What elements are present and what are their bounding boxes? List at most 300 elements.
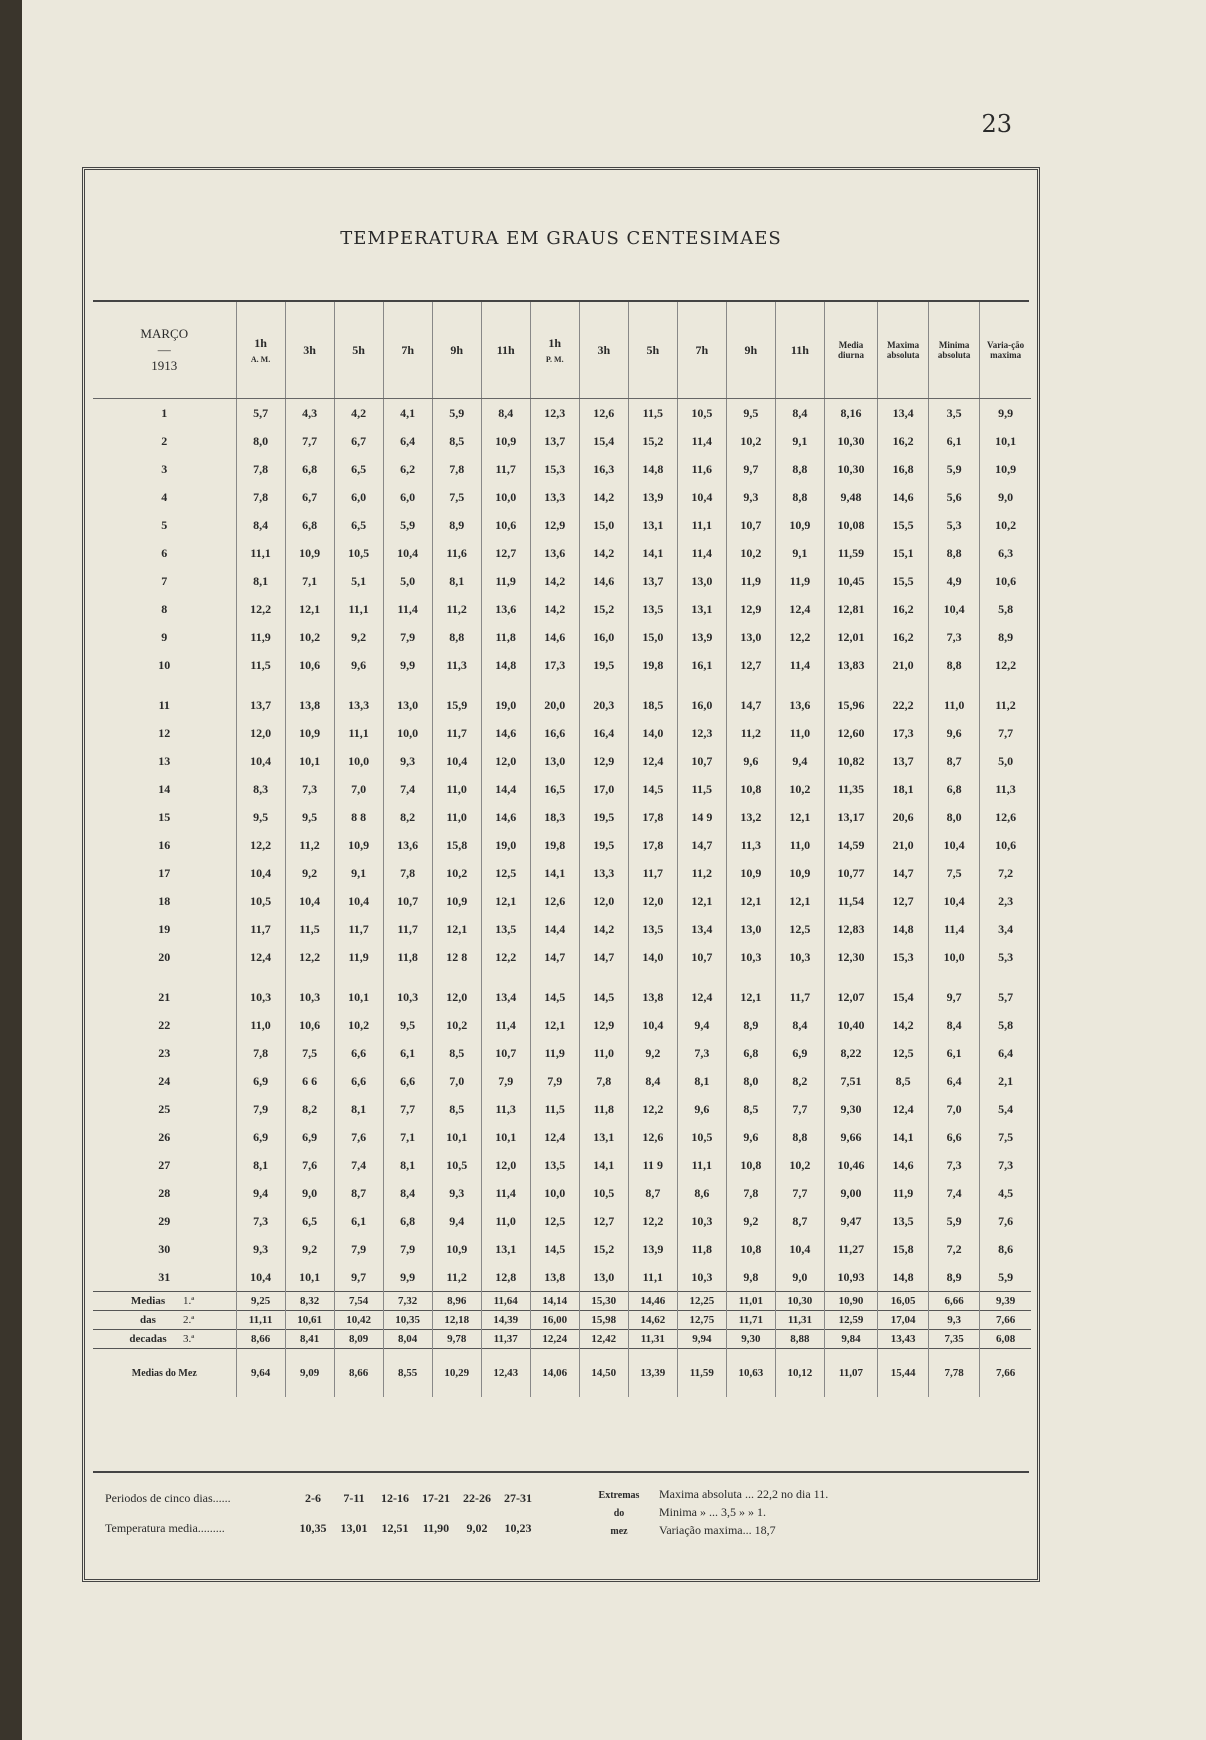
value-cell: 11,8	[677, 1235, 726, 1263]
value-cell: 11,1	[334, 595, 383, 623]
value-cell: 10,5	[677, 399, 726, 428]
value-cell: 8,7	[628, 1179, 677, 1207]
value-cell: 12,1	[775, 803, 824, 831]
value-cell: 10,4	[334, 887, 383, 915]
gap-cell	[383, 679, 432, 691]
value-cell: 9,4	[775, 747, 824, 775]
table-row	[93, 691, 1031, 719]
value-cell: 16,5	[530, 775, 579, 803]
value-cell: 14,4	[530, 915, 579, 943]
value-cell: 14,2	[530, 595, 579, 623]
value-cell: 9,9	[980, 399, 1031, 428]
value-cell: 7,4	[929, 1179, 980, 1207]
value-cell: 12,0	[236, 719, 285, 747]
value-cell: 14,8	[628, 455, 677, 483]
temp-cell: 10,23	[504, 1521, 532, 1535]
value-cell: 5,0	[383, 567, 432, 595]
value-cell: 8,1	[236, 567, 285, 595]
month-average-cell: 12,43	[481, 1349, 530, 1398]
value-cell: 9,6	[726, 747, 775, 775]
value-cell: 11,1	[334, 719, 383, 747]
day-cell: 5	[161, 517, 168, 532]
value-cell: 14,8	[481, 651, 530, 679]
gap-cell	[432, 679, 481, 691]
value-cell: 14,0	[628, 943, 677, 971]
decade-label-cell	[93, 1330, 236, 1349]
hour-header: 5h	[628, 302, 677, 399]
value-cell: 7,7	[775, 1179, 824, 1207]
value-cell: 7,6	[980, 1207, 1031, 1235]
table-row	[93, 483, 1031, 511]
value-cell: 9,00	[824, 1179, 877, 1207]
value-cell: 13,0	[530, 747, 579, 775]
value-cell: 8,4	[775, 1011, 824, 1039]
average-cell: 12,25	[677, 1292, 726, 1311]
value-cell: 13,8	[530, 1263, 579, 1292]
value-cell: 9,3	[726, 483, 775, 511]
value-cell: 12,3	[677, 719, 726, 747]
gap-cell	[824, 679, 877, 691]
value-cell: 14,8	[878, 1263, 929, 1292]
month-average-cell: 9,09	[285, 1349, 334, 1398]
decade-mark: 2.ª	[183, 1314, 195, 1326]
value-cell: 10,0	[481, 483, 530, 511]
value-cell: 13,9	[628, 483, 677, 511]
value-cell: 11,2	[980, 691, 1031, 719]
value-cell: 10,9	[775, 511, 824, 539]
value-cell: 13,7	[530, 427, 579, 455]
value-cell: 10,4	[285, 887, 334, 915]
value-cell: 9,7	[334, 1263, 383, 1292]
value-cell: 13,0	[579, 1263, 628, 1292]
value-cell: 15,0	[628, 623, 677, 651]
value-cell: 11,9	[878, 1179, 929, 1207]
value-cell: 14,5	[530, 1235, 579, 1263]
value-cell: 8,7	[929, 747, 980, 775]
average-cell: 11,31	[628, 1330, 677, 1349]
hour-header: 5h	[334, 302, 383, 399]
value-cell: 11,5	[236, 651, 285, 679]
average-cell: 14,39	[481, 1311, 530, 1330]
hour-header: 9h	[726, 302, 775, 399]
value-cell: 10,2	[775, 775, 824, 803]
value-cell: 10,4	[677, 483, 726, 511]
value-cell: 12,6	[628, 1123, 677, 1151]
value-cell: 12,2	[236, 595, 285, 623]
value-cell: 8,4	[775, 399, 824, 428]
value-cell: 11,4	[481, 1179, 530, 1207]
extremas-line: mez	[610, 1526, 628, 1537]
day-cell: 24	[158, 1073, 171, 1088]
value-cell: 11,4	[677, 427, 726, 455]
value-cell: 10,9	[980, 455, 1031, 483]
decade-gap	[93, 971, 1031, 983]
value-cell: 10,2	[726, 427, 775, 455]
value-cell: 5,9	[929, 1207, 980, 1235]
value-cell: 13,5	[530, 1151, 579, 1179]
periods-row	[105, 1491, 537, 1506]
value-cell: 10,4	[929, 831, 980, 859]
value-cell: 12,5	[878, 1039, 929, 1067]
value-cell: 12,4	[878, 1095, 929, 1123]
value-cell: 6,4	[929, 1067, 980, 1095]
value-cell: 2,3	[980, 887, 1031, 915]
average-cell: 6,08	[980, 1330, 1031, 1349]
hour-header: 11h	[775, 302, 824, 399]
value-cell: 13,0	[383, 691, 432, 719]
decade-gap	[93, 679, 1031, 691]
value-cell: 15,4	[878, 983, 929, 1011]
value-cell: 13,1	[481, 1235, 530, 1263]
value-cell: 11,0	[432, 803, 481, 831]
table-row	[93, 983, 1031, 1011]
value-cell: 12,4	[236, 943, 285, 971]
value-cell: 7,8	[432, 455, 481, 483]
value-cell: 12,1	[726, 983, 775, 1011]
value-cell: 11,4	[481, 1011, 530, 1039]
average-cell: 7,66	[980, 1311, 1031, 1330]
value-cell: 9,1	[775, 427, 824, 455]
value-cell: 13,6	[775, 691, 824, 719]
value-cell: 7,8	[236, 483, 285, 511]
gap-cell	[93, 971, 236, 983]
value-cell: 8,2	[775, 1067, 824, 1095]
table-row	[93, 511, 1031, 539]
day-cell: 22	[158, 1017, 171, 1032]
value-cell: 11 9	[628, 1151, 677, 1179]
value-cell: 10,08	[824, 511, 877, 539]
decade-label: decadas	[129, 1333, 167, 1345]
value-cell: 10,82	[824, 747, 877, 775]
month-label: MARÇO	[140, 326, 189, 341]
value-cell: 6,8	[929, 775, 980, 803]
value-cell: 14,6	[530, 623, 579, 651]
temp-cell: 13,01	[340, 1521, 368, 1535]
value-cell: 10,4	[929, 595, 980, 623]
value-cell: 13,83	[824, 651, 877, 679]
hour-label: 1h	[254, 336, 267, 350]
day-cell: 29	[158, 1213, 171, 1228]
value-cell: 8,8	[929, 651, 980, 679]
gap-cell	[775, 679, 824, 691]
value-cell: 10,46	[824, 1151, 877, 1179]
table-body	[93, 399, 1031, 1398]
average-cell: 11,31	[775, 1311, 824, 1330]
value-cell: 6,8	[383, 1207, 432, 1235]
average-cell: 10,61	[285, 1311, 334, 1330]
maxima-header: Maxima absoluta	[878, 302, 929, 399]
value-cell: 9,1	[334, 859, 383, 887]
value-cell: 12,7	[878, 887, 929, 915]
value-cell: 10,9	[285, 719, 334, 747]
value-cell: 6,5	[334, 455, 383, 483]
value-cell: 12,7	[481, 539, 530, 567]
value-cell: 9,48	[824, 483, 877, 511]
value-cell: 7,9	[383, 623, 432, 651]
value-cell: 10,5	[236, 887, 285, 915]
table-row	[93, 1039, 1031, 1067]
gap-cell	[677, 971, 726, 983]
value-cell: 14,59	[824, 831, 877, 859]
value-cell: 8,22	[824, 1039, 877, 1067]
value-cell: 4,9	[929, 567, 980, 595]
value-cell: 7,3	[285, 775, 334, 803]
value-cell: 8,2	[383, 803, 432, 831]
value-cell: 14,6	[878, 483, 929, 511]
value-cell: 9,5	[285, 803, 334, 831]
value-cell: 10,8	[726, 1151, 775, 1179]
value-cell: 14,5	[579, 983, 628, 1011]
table-row	[93, 623, 1031, 651]
value-cell: 12,0	[481, 747, 530, 775]
table-row	[93, 399, 1031, 428]
table-row	[93, 539, 1031, 567]
value-cell: 11,2	[285, 831, 334, 859]
value-cell: 7,0	[334, 775, 383, 803]
value-cell: 12,7	[579, 1207, 628, 1235]
value-cell: 13,6	[530, 539, 579, 567]
gap-cell	[929, 679, 980, 691]
value-cell: 5,8	[980, 1011, 1031, 1039]
value-cell: 10,4	[236, 1263, 285, 1292]
value-cell: 10,9	[432, 887, 481, 915]
value-cell: 8,8	[775, 455, 824, 483]
value-cell: 8,1	[383, 1151, 432, 1179]
value-cell: 6,8	[285, 455, 334, 483]
value-cell: 12,2	[481, 943, 530, 971]
value-cell: 8,0	[929, 803, 980, 831]
value-cell: 9,3	[383, 747, 432, 775]
table-row	[93, 747, 1031, 775]
value-cell: 10,2	[980, 511, 1031, 539]
value-cell: 5,3	[929, 511, 980, 539]
value-cell: 10,0	[334, 747, 383, 775]
value-cell: 13,9	[628, 1235, 677, 1263]
average-cell: 12,75	[677, 1311, 726, 1330]
value-cell: 11,1	[677, 1151, 726, 1179]
value-cell: 14,7	[677, 831, 726, 859]
value-cell: 6,6	[929, 1123, 980, 1151]
value-cell: 19,0	[481, 831, 530, 859]
value-cell: 9,66	[824, 1123, 877, 1151]
value-cell: 5,9	[980, 1263, 1031, 1292]
decade-average-row	[93, 1330, 1031, 1349]
value-cell: 15,0	[579, 511, 628, 539]
value-cell: 6,1	[929, 427, 980, 455]
value-cell: 9,6	[334, 651, 383, 679]
average-cell: 9,3	[929, 1311, 980, 1330]
value-cell: 10,1	[285, 1263, 334, 1292]
value-cell: 12,9	[726, 595, 775, 623]
value-cell: 6,8	[285, 511, 334, 539]
value-cell: 12,6	[579, 399, 628, 428]
value-cell: 14,4	[481, 775, 530, 803]
table-row	[93, 887, 1031, 915]
value-cell: 19,5	[579, 831, 628, 859]
value-cell: 11,9	[236, 623, 285, 651]
value-cell: 8,8	[775, 1123, 824, 1151]
average-cell: 16,05	[878, 1292, 929, 1311]
footer	[93, 1471, 1029, 1569]
value-cell: 8,16	[824, 399, 877, 428]
value-cell: 12 8	[432, 943, 481, 971]
value-cell: 10,45	[824, 567, 877, 595]
average-cell: 12,24	[530, 1330, 579, 1349]
extremas-line: do	[613, 1508, 625, 1519]
value-cell: 14,1	[628, 539, 677, 567]
value-cell: 12,0	[481, 1151, 530, 1179]
value-cell: 7,6	[285, 1151, 334, 1179]
value-cell: 6,1	[383, 1039, 432, 1067]
value-cell: 14,6	[579, 567, 628, 595]
value-cell: 10,1	[432, 1123, 481, 1151]
value-cell: 3,5	[929, 399, 980, 428]
day-cell: 20	[158, 949, 171, 964]
average-cell: 9,30	[726, 1330, 775, 1349]
value-cell: 6,3	[980, 539, 1031, 567]
day-cell: 10	[158, 657, 171, 672]
average-cell: 11,11	[236, 1311, 285, 1330]
value-cell: 17,8	[628, 803, 677, 831]
value-cell: 14,7	[726, 691, 775, 719]
gap-cell	[236, 679, 285, 691]
value-cell: 9,2	[285, 1235, 334, 1263]
value-cell: 13,1	[579, 1123, 628, 1151]
average-cell: 15,98	[579, 1311, 628, 1330]
value-cell: 12,5	[775, 915, 824, 943]
value-cell: 7,4	[334, 1151, 383, 1179]
month-average-cell: 11,59	[677, 1349, 726, 1398]
value-cell: 6,4	[383, 427, 432, 455]
media-header: Media diurna	[824, 302, 877, 399]
value-cell: 4,2	[334, 399, 383, 428]
average-cell: 11,71	[726, 1311, 775, 1330]
value-cell: 12,07	[824, 983, 877, 1011]
value-cell: 11,9	[775, 567, 824, 595]
average-cell: 8,88	[775, 1330, 824, 1349]
day-cell: 25	[158, 1101, 171, 1116]
value-cell: 6,6	[334, 1039, 383, 1067]
value-cell: 7,3	[929, 1151, 980, 1179]
value-cell: 12,3	[530, 399, 579, 428]
value-cell: 10,2	[432, 859, 481, 887]
value-cell: 8,0	[726, 1067, 775, 1095]
average-cell: 6,66	[929, 1292, 980, 1311]
value-cell: 9,9	[383, 1263, 432, 1292]
value-cell: 10,6	[285, 1011, 334, 1039]
average-cell: 12,59	[824, 1311, 877, 1330]
value-cell: 5,4	[980, 1095, 1031, 1123]
value-cell: 13,8	[285, 691, 334, 719]
value-cell: 9,4	[432, 1207, 481, 1235]
value-cell: 9,0	[980, 483, 1031, 511]
value-cell: 11,59	[824, 539, 877, 567]
value-cell: 7,7	[383, 1095, 432, 1123]
value-cell: 12,2	[285, 943, 334, 971]
temps-label: Temperatura media.........	[105, 1521, 225, 1535]
value-cell: 10,5	[334, 539, 383, 567]
value-cell: 11,0	[775, 719, 824, 747]
value-cell: 8,6	[980, 1235, 1031, 1263]
value-cell: 12,83	[824, 915, 877, 943]
value-cell: 8,9	[432, 511, 481, 539]
average-cell: 9,25	[236, 1292, 285, 1311]
value-cell: 8,8	[775, 483, 824, 511]
decade-label: das	[140, 1314, 156, 1326]
value-cell: 7,8	[236, 1039, 285, 1067]
gap-cell	[628, 971, 677, 983]
day-cell: 13	[158, 753, 171, 768]
average-cell: 8,32	[285, 1292, 334, 1311]
value-cell: 8,5	[432, 1095, 481, 1123]
value-cell: 11,0	[929, 691, 980, 719]
header-row	[93, 302, 1031, 399]
value-cell: 13,7	[878, 747, 929, 775]
gap-cell	[285, 679, 334, 691]
pm-label: P. M.	[545, 355, 564, 364]
value-cell: 10,9	[726, 859, 775, 887]
value-cell: 20,3	[579, 691, 628, 719]
average-cell: 11,01	[726, 1292, 775, 1311]
value-cell: 5,7	[236, 399, 285, 428]
value-cell: 9,5	[383, 1011, 432, 1039]
value-cell: 18,5	[628, 691, 677, 719]
value-cell: 6,4	[980, 1039, 1031, 1067]
value-cell: 12,2	[628, 1207, 677, 1235]
value-cell: 10,8	[726, 1235, 775, 1263]
value-cell: 14,2	[579, 483, 628, 511]
value-cell: 10,40	[824, 1011, 877, 1039]
value-cell: 9,5	[236, 803, 285, 831]
value-cell: 8,5	[878, 1067, 929, 1095]
value-cell: 6,1	[929, 1039, 980, 1067]
value-cell: 11,4	[929, 915, 980, 943]
value-cell: 7,5	[980, 1123, 1031, 1151]
value-cell: 11,5	[628, 399, 677, 428]
value-cell: 12,2	[628, 1095, 677, 1123]
value-cell: 6,6	[383, 1067, 432, 1095]
hour-header: 7h	[383, 302, 432, 399]
month-average-row	[93, 1349, 1031, 1398]
value-cell: 11,8	[383, 943, 432, 971]
value-cell: 14,1	[579, 1151, 628, 1179]
value-cell: 13,0	[726, 623, 775, 651]
hour-header: 3h	[579, 302, 628, 399]
value-cell: 8,8	[929, 539, 980, 567]
value-cell: 7,9	[481, 1067, 530, 1095]
average-cell: 17,04	[878, 1311, 929, 1330]
value-cell: 11,2	[432, 595, 481, 623]
value-cell: 9,3	[236, 1235, 285, 1263]
value-cell: 12,0	[628, 887, 677, 915]
month-average-cell: 8,55	[383, 1349, 432, 1398]
gap-cell	[824, 971, 877, 983]
value-cell: 11,8	[481, 623, 530, 651]
value-cell: 14,5	[628, 775, 677, 803]
value-cell: 7,8	[726, 1179, 775, 1207]
month-average-cell: 10,29	[432, 1349, 481, 1398]
value-cell: 10,3	[677, 1207, 726, 1235]
value-cell: 15,8	[432, 831, 481, 859]
temperature-table	[93, 302, 1031, 1397]
month-average-cell: 10,63	[726, 1349, 775, 1398]
value-cell: 13,6	[383, 831, 432, 859]
value-cell: 20,0	[530, 691, 579, 719]
value-cell: 14,1	[530, 859, 579, 887]
table-title: TEMPERATURA EM GRAUS CENTESIMAES	[340, 228, 782, 249]
value-cell: 8,5	[726, 1095, 775, 1123]
value-cell: 10,3	[726, 943, 775, 971]
